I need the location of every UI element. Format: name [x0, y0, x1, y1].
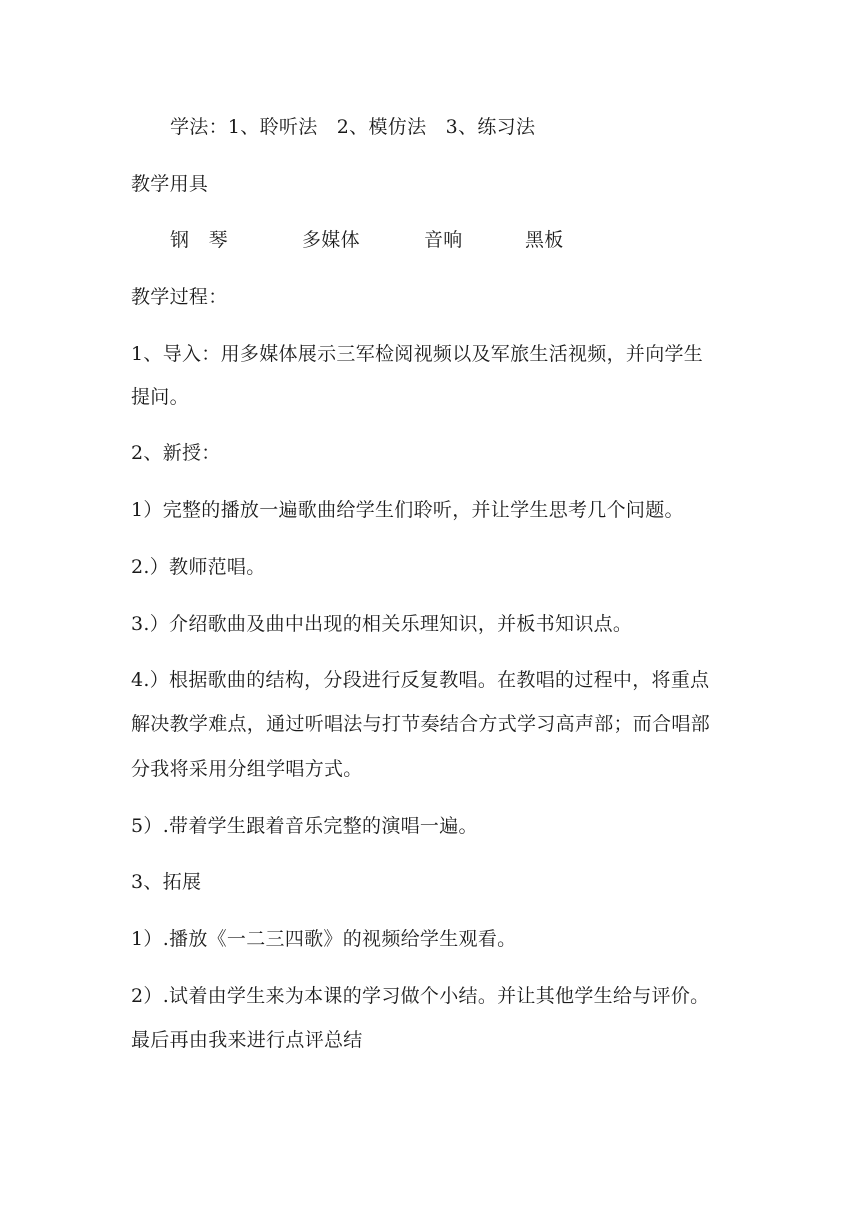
tool-speaker: 音响 — [424, 229, 463, 251]
study-methods: 学法：1、聆听法 2、模仿法 3、练习法 — [170, 116, 536, 138]
process-line: 3、拓展 — [131, 871, 202, 893]
process-line: 2.）教师范唱。 — [131, 556, 266, 578]
teaching-tools-heading: 教学用具 — [131, 173, 209, 195]
process-line: 5）.带着学生跟着音乐完整的演唱一遍。 — [131, 815, 478, 837]
process-line: 解决教学难点，通过听唱法与打节奏结合方式学习高声部；而合唱部 — [131, 713, 711, 735]
process-line: 最后再由我来进行点评总结 — [131, 1029, 363, 1051]
process-line: 1）完整的播放一遍歌曲给学生们聆听，并让学生思考几个问题。 — [131, 499, 684, 521]
process-line: 分我将采用分组学唱方式。 — [131, 758, 363, 780]
process-line: 1）.播放《一二三四歌》的视频给学生观看。 — [131, 928, 517, 950]
tool-blackboard: 黑板 — [525, 229, 564, 251]
tool-piano: 钢 琴 — [170, 229, 228, 251]
process-line: 4.）根据歌曲的结构，分段进行反复教唱。在教唱的过程中，将重点 — [131, 669, 710, 691]
tool-multimedia: 多媒体 — [302, 229, 360, 251]
process-line: 提问。 — [131, 386, 189, 408]
process-line: 1、导入：用多媒体展示三军检阅视频以及军旅生活视频，并向学生 — [131, 343, 704, 365]
process-line: 2、新授： — [131, 442, 221, 464]
process-line: 3.）介绍歌曲及曲中出现的相关乐理知识，并板书知识点。 — [131, 613, 633, 635]
process-heading: 教学过程： — [131, 286, 228, 308]
process-line: 2）.试着由学生来为本课的学习做个小结。并让其他学生给与评价。 — [131, 985, 710, 1007]
